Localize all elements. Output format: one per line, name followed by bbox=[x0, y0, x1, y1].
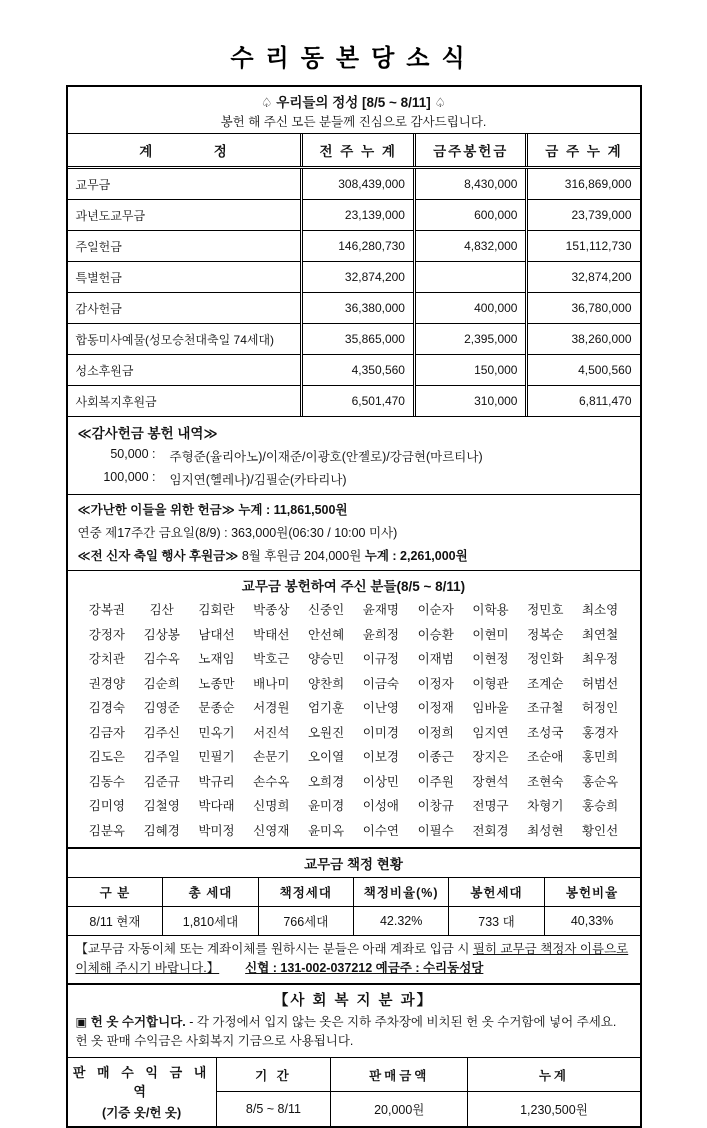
donor-name: 이순자 bbox=[417, 603, 454, 617]
offering-row-prev-total: 32,874,200 bbox=[302, 262, 415, 293]
poor-fund-detail: 연중 제17주간 금요일(8/9) : 363,000원(06:30 / 10:00 미사) bbox=[77, 526, 398, 540]
offering-row-week-offering bbox=[414, 262, 527, 293]
thanks-offering-names: 주형준(율리아노)/이재준/이광호(안젤로)/강금현(마르티나) bbox=[169, 450, 483, 464]
donor-name: 최소영 bbox=[581, 603, 619, 617]
donor-name: 민옥기 bbox=[198, 725, 235, 740]
donor-name: 안선혜 bbox=[307, 627, 345, 642]
offering-row-name: 감사헌금 bbox=[68, 293, 302, 324]
offering-header-row bbox=[68, 134, 640, 168]
welfare-title: 【사 회 복 지 분 과】 bbox=[273, 993, 434, 1010]
spade-icon: ♤ bbox=[434, 95, 447, 110]
sales-table bbox=[68, 1058, 640, 1126]
poor-fund-line bbox=[78, 500, 630, 518]
offering-row-week-total: 6,811,470 bbox=[527, 386, 640, 417]
donors-grid bbox=[68, 597, 640, 847]
donor-name: 이승환 bbox=[417, 627, 454, 642]
thanks-offering-item bbox=[78, 470, 630, 488]
assessment-header: 봉헌비율 bbox=[544, 877, 639, 906]
poor-fund-section bbox=[68, 495, 640, 571]
offering-row bbox=[68, 168, 640, 200]
sales-header-row bbox=[68, 1058, 640, 1092]
assessment-value: 8/11 현재 bbox=[68, 906, 163, 935]
feast-fund-month: 8월 후원금 204,000원 bbox=[241, 549, 362, 563]
assessment-header: 총 세대 bbox=[163, 877, 258, 906]
donor-name: 윤재명 bbox=[362, 603, 399, 617]
offering-header-prev-total: 전 주 누 계 bbox=[302, 134, 415, 168]
sales-amount-value: 20,000원 bbox=[331, 1092, 468, 1126]
donor-name: 이상민 bbox=[362, 774, 399, 789]
donor-name: 김혜경 bbox=[143, 823, 180, 838]
offering-row-prev-total: 146,280,730 bbox=[302, 231, 415, 262]
donor-name: 노종만 bbox=[198, 676, 235, 691]
offering-row-prev-total: 23,139,000 bbox=[302, 200, 415, 231]
transfer-account: 신협 : 131-002-037212 예금주 : 수리동성당 bbox=[245, 960, 484, 975]
thanks-offering-amount: 50,000 : bbox=[110, 447, 156, 461]
donor-name: 이필수 bbox=[417, 823, 454, 838]
donor-name: 강치관 bbox=[88, 652, 126, 666]
donor-name: 박태선 bbox=[253, 627, 290, 642]
donor-name: 최성현 bbox=[527, 823, 564, 838]
offering-row-name: 주일헌금 bbox=[68, 231, 302, 262]
donor-name: 최연철 bbox=[581, 627, 619, 642]
donor-name: 이종근 bbox=[417, 750, 454, 764]
welfare-body-text: - 각 가정에서 입지 않는 옷은 지하 주차장에 비치된 헌 옷 수거함에 넣어 주세요. 헌 옷 판매 수익금은 사회복지 기금으로 사용됩니다. bbox=[75, 1015, 617, 1048]
donor-name: 손수옥 bbox=[253, 774, 290, 789]
donor-name: 배나미 bbox=[253, 676, 290, 691]
assessment-header: 책정세대 bbox=[258, 877, 353, 906]
donor-name: 김수옥 bbox=[143, 652, 180, 666]
donor-name: 김철영 bbox=[143, 799, 180, 813]
offering-row-name: 성소후원금 bbox=[68, 355, 302, 386]
donor-name: 박호근 bbox=[253, 652, 290, 666]
offering-row bbox=[68, 386, 640, 417]
offering-header-account-right: 정 bbox=[213, 144, 229, 159]
donor-name: 허범선 bbox=[581, 676, 619, 691]
offering-row-week-total: 316,869,000 bbox=[527, 168, 640, 200]
thanks-offering-title: ≪감사헌금 봉헌 내역≫ bbox=[77, 426, 218, 441]
feast-fund-title: ≪전 신자 축일 행사 후원금≫ bbox=[77, 549, 239, 563]
offering-row bbox=[68, 231, 640, 262]
sales-label-line2: (기증 옷/헌 옷) bbox=[102, 1106, 182, 1121]
donor-name: 최우정 bbox=[581, 652, 619, 666]
donor-name: 김경숙 bbox=[88, 701, 126, 715]
offering-row bbox=[68, 262, 640, 293]
offering-row-name: 특별헌금 bbox=[68, 262, 302, 293]
sales-label-cell bbox=[68, 1058, 217, 1126]
donor-name: 이현정 bbox=[472, 652, 509, 666]
donor-name: 김주신 bbox=[143, 725, 180, 740]
donor-name: 이정재 bbox=[417, 701, 454, 715]
offering-row-prev-total: 4,350,560 bbox=[302, 355, 415, 386]
donor-name: 조규철 bbox=[527, 701, 564, 715]
donor-name: 신중인 bbox=[307, 603, 345, 617]
donor-name: 홍승희 bbox=[581, 799, 619, 813]
donor-name: 이금숙 bbox=[362, 676, 399, 691]
thanks-offering-section bbox=[68, 417, 640, 495]
donor-name: 전명구 bbox=[472, 799, 509, 813]
donor-name: 김금자 bbox=[88, 725, 126, 740]
donor-name: 박규리 bbox=[198, 774, 235, 789]
devotion-title-text: 우리들의 정성 [8/5 ~ 8/11] bbox=[276, 95, 431, 110]
donor-name: 이규정 bbox=[362, 652, 399, 666]
donor-name: 정복순 bbox=[527, 627, 564, 642]
donor-name: 손문기 bbox=[253, 750, 290, 764]
donor-name: 홍순옥 bbox=[581, 774, 619, 789]
thanks-offering-amount: 100,000 : bbox=[103, 470, 156, 484]
donor-name: 이미경 bbox=[362, 725, 399, 740]
assessment-header-row bbox=[68, 877, 640, 906]
page-title: 수리동본당소식 bbox=[230, 45, 477, 72]
donor-name: 이성애 bbox=[362, 799, 399, 813]
donor-name: 홍민희 bbox=[581, 750, 619, 764]
donor-name: 김영준 bbox=[143, 701, 180, 715]
donor-name: 임바울 bbox=[472, 701, 509, 715]
welfare-text bbox=[68, 1012, 640, 1058]
donor-name: 신영재 bbox=[253, 823, 290, 838]
donor-name: 민필기 bbox=[198, 750, 235, 764]
offering-row-week-total: 23,739,000 bbox=[527, 200, 640, 231]
donor-name: 이형관 bbox=[472, 676, 509, 691]
offering-row-prev-total: 6,501,470 bbox=[302, 386, 415, 417]
donor-name: 황인선 bbox=[581, 823, 619, 838]
donor-name: 이창규 bbox=[417, 799, 454, 813]
offering-header-account bbox=[68, 134, 302, 168]
thanks-offering-list bbox=[78, 447, 630, 488]
donor-name: 오원진 bbox=[307, 725, 345, 740]
sales-cumulative-value: 1,230,500원 bbox=[468, 1092, 640, 1126]
offering-row bbox=[68, 200, 640, 231]
donors-section bbox=[68, 571, 640, 849]
donor-name: 서진석 bbox=[253, 725, 290, 740]
donor-name: 김동수 bbox=[88, 774, 126, 789]
poor-fund-title: ≪가난한 이들을 위한 헌금≫ bbox=[77, 503, 235, 517]
offering-row-week-total: 36,780,000 bbox=[527, 293, 640, 324]
donor-name: 김순희 bbox=[143, 676, 180, 691]
assessment-data-row bbox=[68, 906, 640, 935]
donor-name: 이보경 bbox=[362, 750, 399, 764]
donor-name: 김주일 bbox=[143, 750, 180, 764]
donor-name: 권경양 bbox=[88, 676, 126, 691]
offering-row-week-offering: 600,000 bbox=[414, 200, 527, 231]
offering-row-prev-total: 36,380,000 bbox=[302, 293, 415, 324]
donor-name: 문종순 bbox=[198, 701, 235, 715]
donor-name: 이난영 bbox=[362, 701, 399, 715]
transfer-note-text: 【교무금 자동이체 또는 계좌이체를 원하시는 분들은 아래 계좌로 입금 시 bbox=[75, 941, 473, 956]
sales-header-period: 기 간 bbox=[216, 1058, 330, 1092]
welfare-bold-text: 헌 옷 수거합니다. bbox=[90, 1015, 186, 1030]
offering-row-name: 교무금 bbox=[75, 177, 111, 192]
donor-name: 이정희 bbox=[417, 725, 454, 740]
offering-row-week-total: 32,874,200 bbox=[527, 262, 640, 293]
donor-name: 양찬희 bbox=[307, 676, 345, 691]
offering-table-body bbox=[68, 168, 640, 417]
donor-name: 박종상 bbox=[253, 603, 290, 617]
donor-name: 조순애 bbox=[527, 750, 564, 764]
donor-name: 전회경 bbox=[472, 823, 509, 838]
thanks-offering-item bbox=[78, 447, 630, 465]
assessment-header: 책정비율(%) bbox=[353, 877, 448, 906]
poor-fund-total: 누계 : 11,861,500원 bbox=[238, 503, 348, 517]
donor-name: 김도은 bbox=[88, 750, 126, 764]
donor-name: 차형기 bbox=[527, 799, 564, 813]
donor-name: 박다래 bbox=[198, 799, 235, 813]
offering-header-week-total: 금 주 누 계 bbox=[527, 134, 640, 168]
offering-row bbox=[68, 324, 640, 355]
donor-name: 박미정 bbox=[198, 823, 235, 838]
offering-table bbox=[68, 134, 640, 416]
donor-name: 정민호 bbox=[527, 603, 564, 617]
donor-name: 서경원 bbox=[253, 701, 290, 715]
assessment-table bbox=[68, 877, 640, 936]
offering-row-name: 사회복지후원금 bbox=[68, 386, 302, 417]
offering-row bbox=[68, 293, 640, 324]
sales-period-value: 8/5 ~ 8/11 bbox=[245, 1102, 301, 1116]
assessment-value: 40,33% bbox=[544, 906, 639, 935]
thanks-offering-names: 임지연(헬레나)/김필순(카타리나) bbox=[169, 473, 347, 487]
offering-row-week-total: 38,260,000 bbox=[527, 324, 640, 355]
assessment-value: 1,810세대 bbox=[163, 906, 258, 935]
offering-row-week-offering: 310,000 bbox=[414, 386, 527, 417]
offering-header-account-left: 계 bbox=[139, 144, 155, 159]
assessment-header: 구 분 bbox=[68, 877, 163, 906]
sales-label-line1: 판 매 수 익 금 내 역 bbox=[72, 1065, 211, 1100]
bulletin-box bbox=[66, 85, 642, 1128]
donors-title: 교무금 봉헌하여 주신 분들(8/5 ~ 8/11) bbox=[241, 579, 466, 594]
sales-header-cumulative: 누계 bbox=[468, 1058, 640, 1092]
donor-name: 김회란 bbox=[198, 603, 235, 617]
donor-name: 조현숙 bbox=[527, 774, 564, 789]
offering-row-week-total: 4,500,560 bbox=[527, 355, 640, 386]
offering-row bbox=[68, 355, 640, 386]
donor-name: 이주원 bbox=[417, 774, 454, 789]
offering-row-week-total: 151,112,730 bbox=[527, 231, 640, 262]
donor-name: 조성국 bbox=[527, 725, 564, 740]
donor-name: 엄기훈 bbox=[307, 701, 345, 715]
assessment-value: 42.32% bbox=[353, 906, 448, 935]
donor-name: 윤미옥 bbox=[307, 823, 345, 838]
donor-name: 허정인 bbox=[581, 701, 619, 715]
assessment-section bbox=[68, 849, 640, 936]
offering-row-week-offering: 8,430,000 bbox=[414, 168, 527, 200]
assessment-header: 봉헌세대 bbox=[449, 877, 544, 906]
donor-name: 정인화 bbox=[527, 652, 564, 666]
sales-header-amount: 판매금액 bbox=[331, 1058, 468, 1092]
donor-name: 장현석 bbox=[472, 774, 509, 789]
donor-name: 오이열 bbox=[307, 750, 345, 764]
donor-name: 조계순 bbox=[527, 676, 564, 691]
donor-name: 김분옥 bbox=[88, 823, 126, 838]
offering-row-week-offering: 400,000 bbox=[414, 293, 527, 324]
transfer-note bbox=[68, 936, 640, 986]
offering-row-name: 합동미사예물(성모승천대축일 74세대) bbox=[68, 324, 302, 355]
donor-name: 김산 bbox=[149, 603, 174, 617]
donor-name: 김미영 bbox=[88, 799, 126, 813]
feast-fund-total: 누계 : 2,261,000원 bbox=[364, 549, 468, 563]
feast-fund-line bbox=[78, 546, 630, 564]
donor-name: 이재범 bbox=[417, 652, 454, 666]
devotion-header bbox=[68, 87, 640, 134]
welfare-section bbox=[68, 985, 640, 1058]
assessment-value: 733 대 bbox=[449, 906, 544, 935]
donor-name: 김상봉 bbox=[143, 627, 180, 642]
donor-name: 양승민 bbox=[307, 652, 345, 666]
donor-name: 강정자 bbox=[88, 627, 126, 642]
offering-row-week-offering: 2,395,000 bbox=[414, 324, 527, 355]
donor-name: 노재임 bbox=[198, 652, 235, 666]
devotion-subtitle: 봉헌 해 주신 모든 분들께 진심으로 감사드립니다. bbox=[220, 115, 487, 129]
donor-name: 이학용 bbox=[472, 603, 509, 617]
assessment-value: 766세대 bbox=[258, 906, 353, 935]
assessment-title: 교무금 책정 현황 bbox=[304, 856, 403, 872]
spade-icon: ♤ bbox=[260, 95, 273, 110]
offering-row-week-offering: 150,000 bbox=[414, 355, 527, 386]
donor-name: 윤희정 bbox=[362, 627, 399, 642]
offering-row-prev-total: 308,439,000 bbox=[302, 168, 415, 200]
offering-row-week-offering: 4,832,000 bbox=[414, 231, 527, 262]
donor-name: 오희경 bbox=[307, 774, 345, 789]
donor-name: 이수연 bbox=[362, 823, 399, 838]
donor-name: 홍경자 bbox=[581, 725, 619, 740]
donor-name: 신명희 bbox=[253, 799, 290, 813]
donor-name: 김준규 bbox=[143, 774, 180, 789]
donor-name: 이정자 bbox=[417, 676, 454, 691]
devotion-title bbox=[68, 91, 640, 111]
donor-name: 이현미 bbox=[472, 627, 509, 642]
donor-name: 임지연 bbox=[472, 725, 509, 740]
donor-name: 남대선 bbox=[198, 627, 235, 642]
donor-name: 강복권 bbox=[88, 603, 126, 617]
transfer-note-underlined: 필히 교무금 책정자 이름으로 이체해 주시기 바랍니다.】 bbox=[75, 941, 629, 975]
donor-name: 윤미경 bbox=[307, 799, 345, 813]
offering-header-week-offering: 금주봉헌금 bbox=[414, 134, 527, 168]
donor-name: 장지은 bbox=[472, 750, 509, 764]
offering-row-name: 과년도교무금 bbox=[68, 200, 302, 231]
offering-row-prev-total: 35,865,000 bbox=[302, 324, 415, 355]
square-bullet-icon: ▣ bbox=[75, 1015, 88, 1030]
